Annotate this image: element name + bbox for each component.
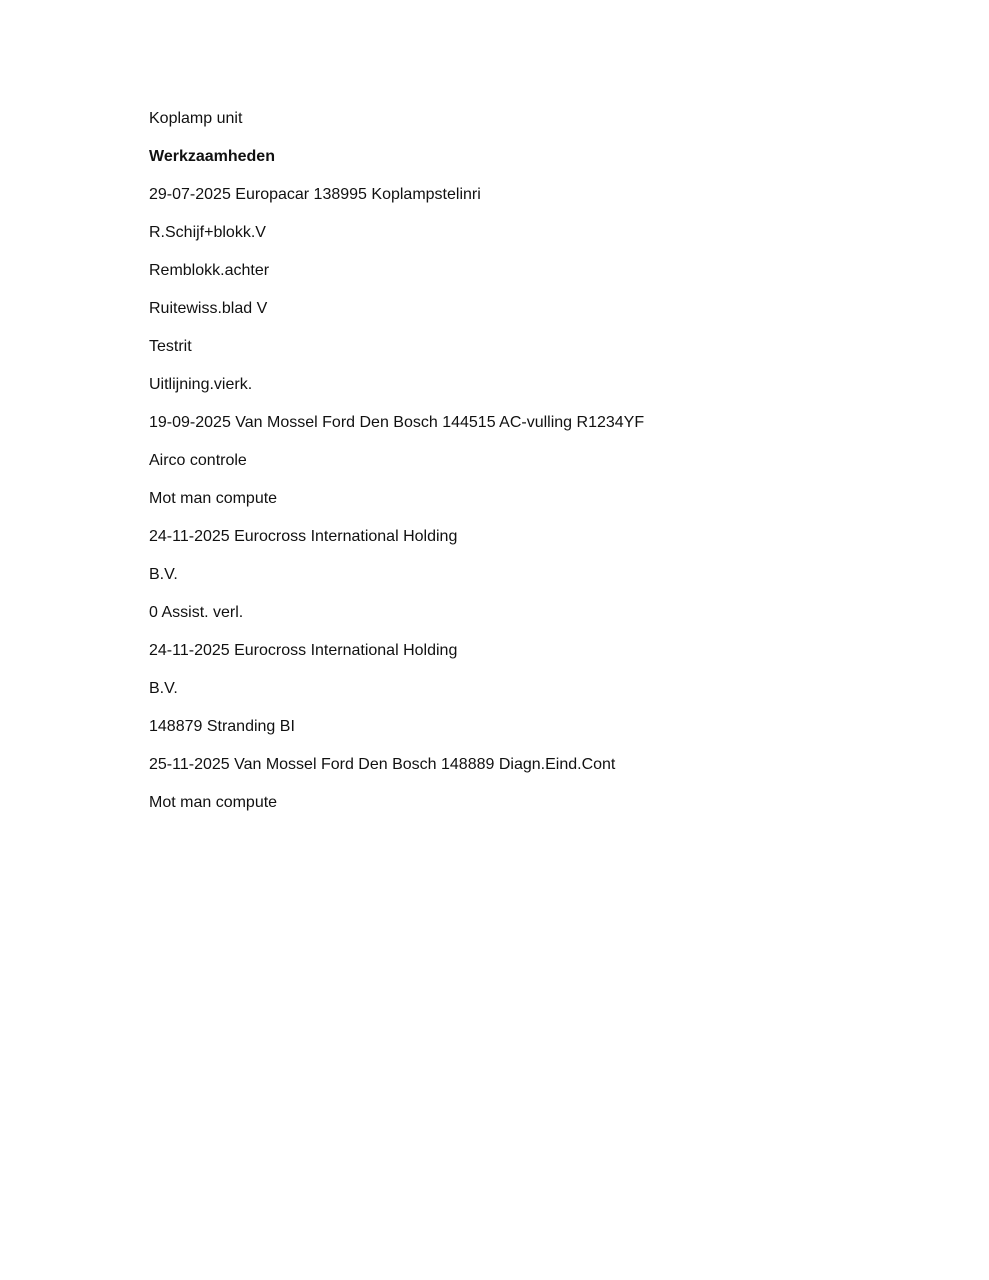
work-entry: Airco controle (149, 452, 247, 469)
work-entry: Uitlijning.vierk. (149, 376, 253, 393)
work-entry: Ruitewiss.blad V (149, 300, 268, 317)
document-body (149, 108, 869, 830)
work-entry: Mot man compute (149, 490, 278, 507)
work-entry: Remblokk.achter (149, 262, 270, 279)
section-label: Koplamp unit (149, 110, 243, 127)
work-entry: 0 Assist. verl. (149, 604, 244, 621)
work-entry: B.V. (149, 680, 178, 697)
work-entry: 19-09-2025 Van Mossel Ford Den Bosch 144515 AC-vulling R1234YF (149, 414, 645, 431)
work-entry: 24-11-2025 Eurocross International Holding (149, 642, 458, 659)
work-entry: R.Schijf+blokk.V (149, 224, 266, 241)
work-entry: 24-11-2025 Eurocross International Holding (149, 528, 458, 545)
work-entry: 29-07-2025 Europacar 138995 Koplampstelinri (149, 186, 481, 203)
work-entry: Testrit (149, 338, 192, 355)
work-entry: 148879 Stranding BI (149, 718, 295, 735)
work-entry: Mot man compute (149, 794, 278, 811)
section-heading: Werkzaamheden (149, 148, 275, 165)
work-entry: B.V. (149, 566, 178, 583)
work-entry: 25-11-2025 Van Mossel Ford Den Bosch 148889 Diagn.Eind.Cont (149, 756, 616, 773)
